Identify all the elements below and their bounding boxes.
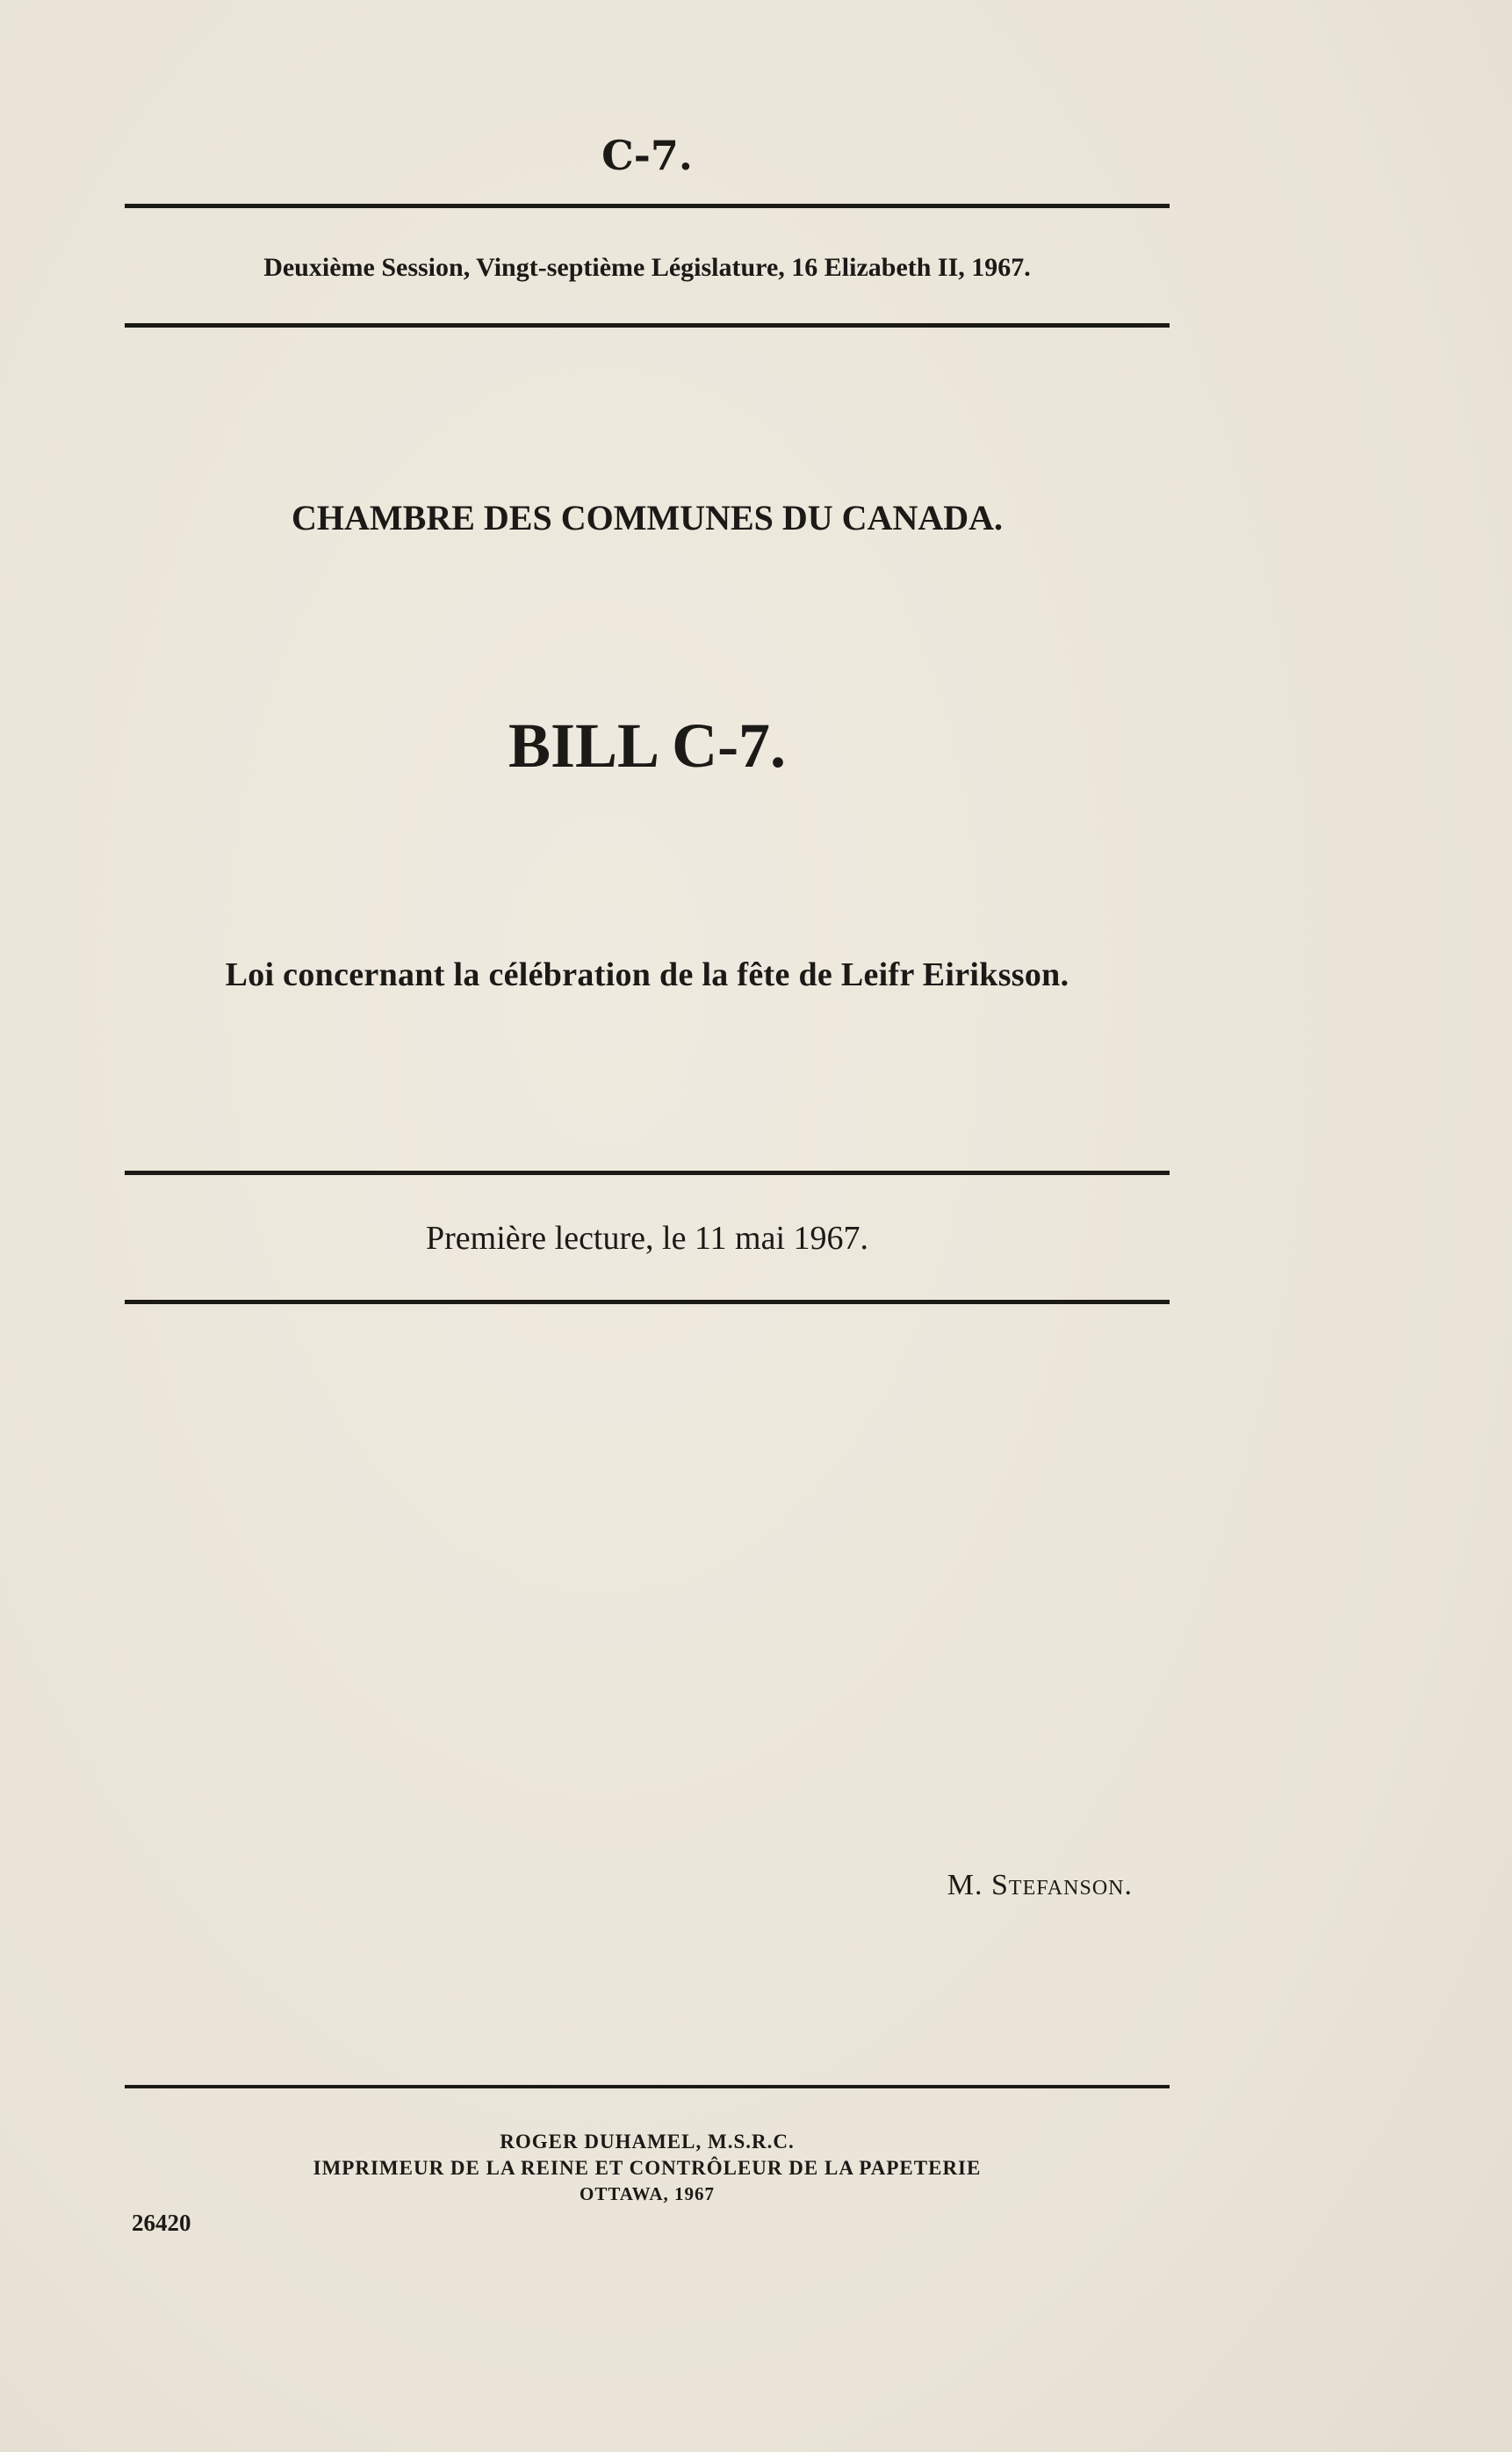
sponsor-initial: M. — [947, 1869, 992, 1901]
first-reading-line: Première lecture, le 11 mai 1967. — [425, 1220, 869, 1257]
printer-title: IMPRIMEUR DE LA REINE ET CONTRÔLEUR DE LA PAPETERIE — [313, 2157, 982, 2179]
session-line: Deuxième Session, Vingt-septième Législature, 16 Elizabeth II, 1967. — [263, 253, 1031, 282]
job-number: 26420 — [132, 2210, 191, 2236]
printer-place: OTTAWA, 1967 — [580, 2183, 715, 2204]
horizontal-rule — [125, 1171, 1170, 1175]
horizontal-rule — [125, 1300, 1170, 1304]
sponsor-name — [947, 1869, 1133, 1902]
printer-name: ROGER DUHAMEL, M.S.R.C. — [500, 2131, 795, 2153]
house-name: CHAMBRE DES COMMUNES DU CANADA. — [292, 498, 1003, 537]
bill-title: BILL C-7. — [508, 710, 787, 781]
horizontal-rule — [125, 2085, 1170, 2088]
bill-subject: Loi concernant la célébration de la fête de Leifr Eiriksson. — [225, 956, 1069, 993]
sponsor-surname: Stefanson. — [991, 1869, 1133, 1901]
bill-number-header: C-7. — [601, 132, 693, 179]
horizontal-rule — [125, 204, 1170, 208]
horizontal-rule — [125, 323, 1170, 328]
